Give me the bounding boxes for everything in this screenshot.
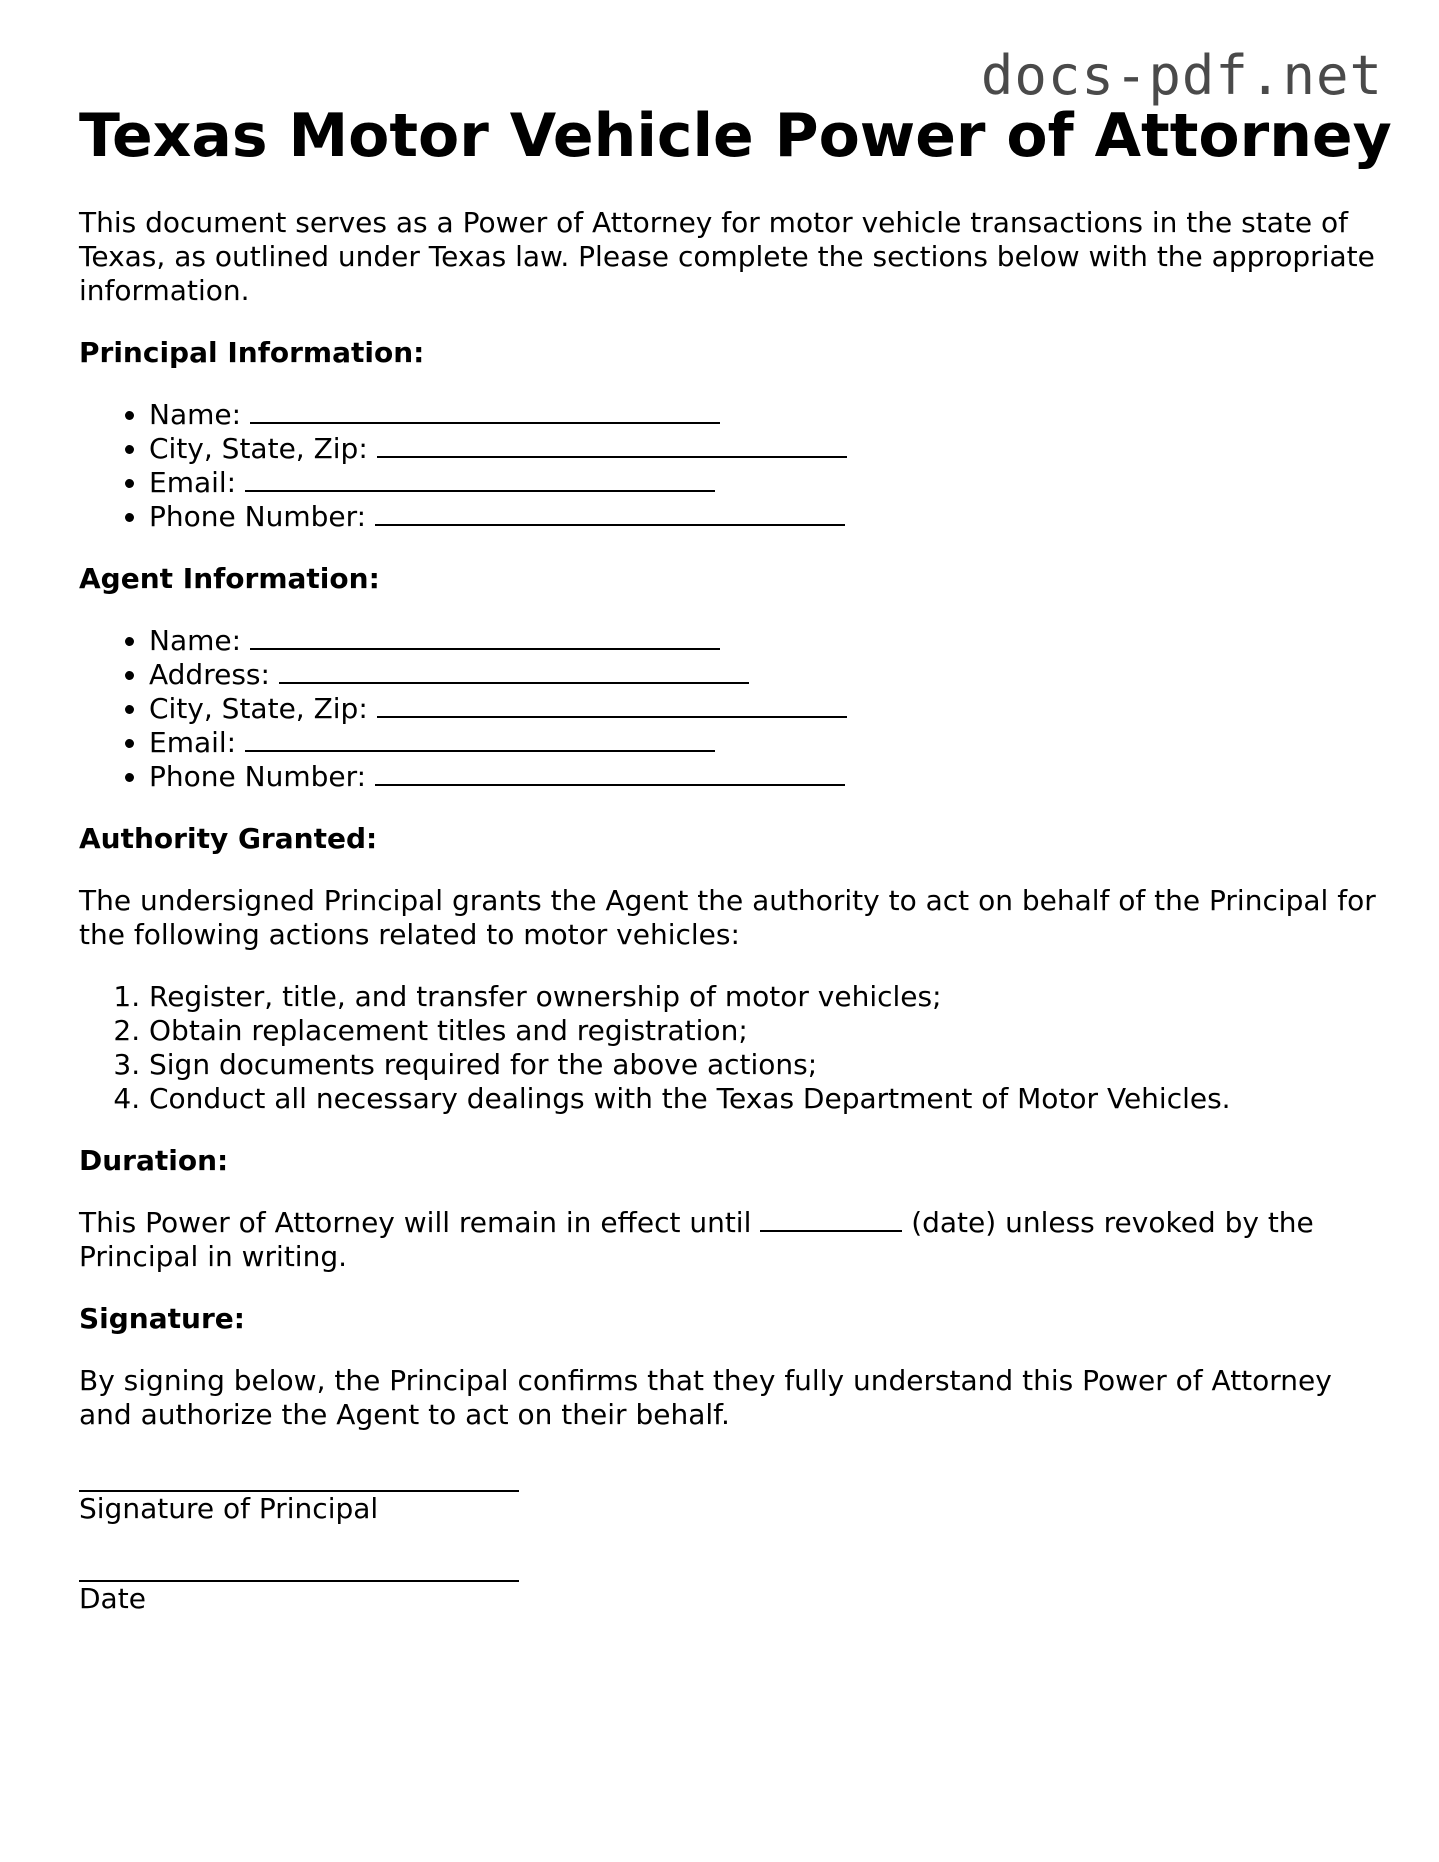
field-label: Email: [149, 726, 237, 759]
list-item: 4. Conduct all necessary dealings with the Texas Department of Motor Vehicles. [149, 1082, 1379, 1116]
duration-date-blank[interactable] [760, 1206, 902, 1232]
principal-name-blank[interactable] [250, 398, 720, 424]
field-label: Name: [149, 398, 242, 431]
list-item [149, 658, 1379, 692]
list-item [149, 692, 1379, 726]
list-item [149, 624, 1379, 658]
duration-paragraph [79, 1206, 1379, 1274]
duration-text-after: (date) unless revoked by the Principal in writing. [79, 1206, 1314, 1273]
agent-city-blank[interactable] [377, 692, 847, 718]
authority-heading: Authority Granted: [79, 822, 378, 855]
list-item [149, 726, 1379, 760]
document-content [79, 96, 1392, 1640]
field-label: City, State, Zip: [149, 432, 368, 465]
duration-heading: Duration: [79, 1144, 229, 1177]
list-item [149, 760, 1379, 794]
agent-fields-list [79, 624, 1379, 794]
agent-name-blank[interactable] [250, 624, 720, 650]
authority-actions-list [79, 980, 1379, 1116]
signature-label: Signature of Principal [79, 1492, 379, 1525]
list-item [149, 500, 1379, 534]
principal-email-blank[interactable] [245, 466, 715, 492]
field-label: Phone Number: [149, 500, 367, 533]
date-line[interactable] [79, 1550, 519, 1582]
list-item [149, 466, 1379, 500]
principal-phone-blank[interactable] [375, 500, 845, 526]
field-label: Email: [149, 466, 237, 499]
field-label: Name: [149, 624, 242, 657]
watermark: docs-pdf.net [980, 44, 1383, 107]
intro-paragraph: This document serves as a Power of Attorney for motor vehicle transactions in the state of Texas, as outlined under Texas law. Please complete the sections below with the appropriate information. [79, 206, 1375, 307]
principal-heading: Principal Information: [79, 336, 425, 369]
list-item: 3. Sign documents required for the above actions; [149, 1048, 1379, 1082]
list-item [149, 398, 1379, 432]
signature-paragraph: By signing below, the Principal confirms that they fully understand this Power of Attorney and authorize the Agent to act on their behalf. [79, 1364, 1332, 1431]
agent-address-blank[interactable] [279, 658, 749, 684]
document-title: Texas Motor Vehicle Power of Attorney [79, 101, 1392, 171]
signature-heading: Signature: [79, 1302, 245, 1335]
list-item: 1. Register, title, and transfer ownership of motor vehicles; [149, 980, 1379, 1014]
field-label: Phone Number: [149, 760, 367, 793]
agent-email-blank[interactable] [245, 726, 715, 752]
agent-phone-blank[interactable] [375, 760, 845, 786]
agent-heading: Agent Information: [79, 562, 380, 595]
signature-line[interactable] [79, 1460, 519, 1492]
field-label: Address: [149, 658, 270, 691]
date-label: Date [79, 1582, 146, 1615]
principal-city-blank[interactable] [377, 432, 847, 458]
authority-paragraph: The undersigned Principal grants the Agent the authority to act on behalf of the Principal for the following actions related to motor vehicles: [79, 884, 1376, 951]
duration-text-before: This Power of Attorney will remain in effect until [79, 1206, 752, 1239]
list-item [149, 432, 1379, 466]
principal-fields-list [79, 398, 1379, 534]
list-item: 2. Obtain replacement titles and registration; [149, 1014, 1379, 1048]
field-label: City, State, Zip: [149, 692, 368, 725]
